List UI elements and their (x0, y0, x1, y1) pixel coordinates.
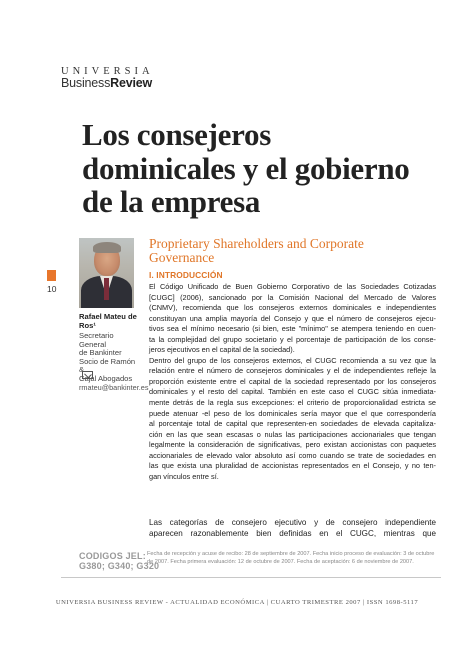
author-photo (79, 238, 134, 308)
email-icon (82, 371, 93, 379)
review-dates: Fecha de recepción y acuse de recibo: 28 de septiembre de 2007. Fecha inicio proceso de evaluación: 3 de octubre de 2007. Fecha primera evaluación: 12 de octubre de 2007. Fecha de aceptación: 6 de noviembre de 2007. (147, 551, 435, 565)
logo-business-text: Business (61, 76, 111, 90)
english-title: Proprietary Shareholders and Corporate Governance (149, 236, 364, 265)
logo-review-text: Review (110, 76, 153, 90)
footer-divider (61, 577, 441, 578)
article-body-continued: Las categorías de consejero ejecutivo y de consejero independiente aparecen razonablemente bien definidas en el CUGC, mientras que (149, 518, 436, 538)
title-line: Los consejeros (82, 117, 271, 152)
page-footer: UNIVERSIA BUSINESS REVIEW - ACTUALIDAD ECONÓMICA | CUARTO TRIMESTRE 2007 | ISSN 1698-5117 (55, 599, 419, 606)
logo-universia: UNIVERSIA (61, 66, 154, 77)
author-name: Rafael Mateu de Ros¹ (79, 312, 137, 330)
article-title (82, 118, 452, 219)
article-body: El Código Unificado de Buen Gobierno Corporativo de las Sociedades Cotizadas [CUGC] (2006), sancionado por la Comisión Nacional del Mercado de Valores (CNMV), recomienda que los consejeros externos dominicales e independientes constituyan una amplia mayoría del Consejo y que el número de consejeros ejecu- tivos sea el mínimo necesario (si bien, este "mínimo" se atempera teniendo en cuen- ta la complejidad del grupo societario y el porcentaje de participación de los conse- jeros ejecutivos en el capital de la sociedad). Dentro del grupo de los consejeros externos, el CUGC recomienda a su vez que la relación entre el número de consejeros dominicales y el de independientes refleje la proporción existente entre el capital de la sociedad representado por los consejeros dominicales y el resto del capital. También en este caso el CUGC sitúa inmediata- mente detrás de la regla sus excepciones: el criterio de proporcionalidad estricta se puede atenuar -el peso de los dominicales sería mayor que el que correspondería al porcentaje total de capital que representen-en sociedades de elevada capitaliza- ción en las que sean escasas o nulas las participaciones accionariales que tengan legalmente la consideración de significativas, pero existan accionistas con paquetes accionariales de elevado valor absoluto así como cuando se trate de sociedades en las que exista una pluralidad de accionistas representados en el Consejo, y no ten- gan vínculos entre sí. (149, 282, 436, 481)
author-affiliation: Secretario General de Bankinter Socio de Ramón & Cajal Abogados (79, 331, 136, 383)
title-line: dominicales y el gobierno (82, 150, 410, 186)
jel-codes-label: CODIGOS JEL: (79, 551, 146, 561)
logo-business-review (61, 76, 152, 90)
jel-codes-values: G380; G340; G320 (79, 560, 160, 571)
author-email[interactable]: rmateu@bankinter.es (79, 383, 149, 392)
title-line: de la empresa (82, 184, 261, 219)
page-marker (47, 270, 56, 281)
page-number: 10 (47, 284, 57, 294)
section-heading: I. INTRODUCCIÓN (149, 270, 223, 280)
